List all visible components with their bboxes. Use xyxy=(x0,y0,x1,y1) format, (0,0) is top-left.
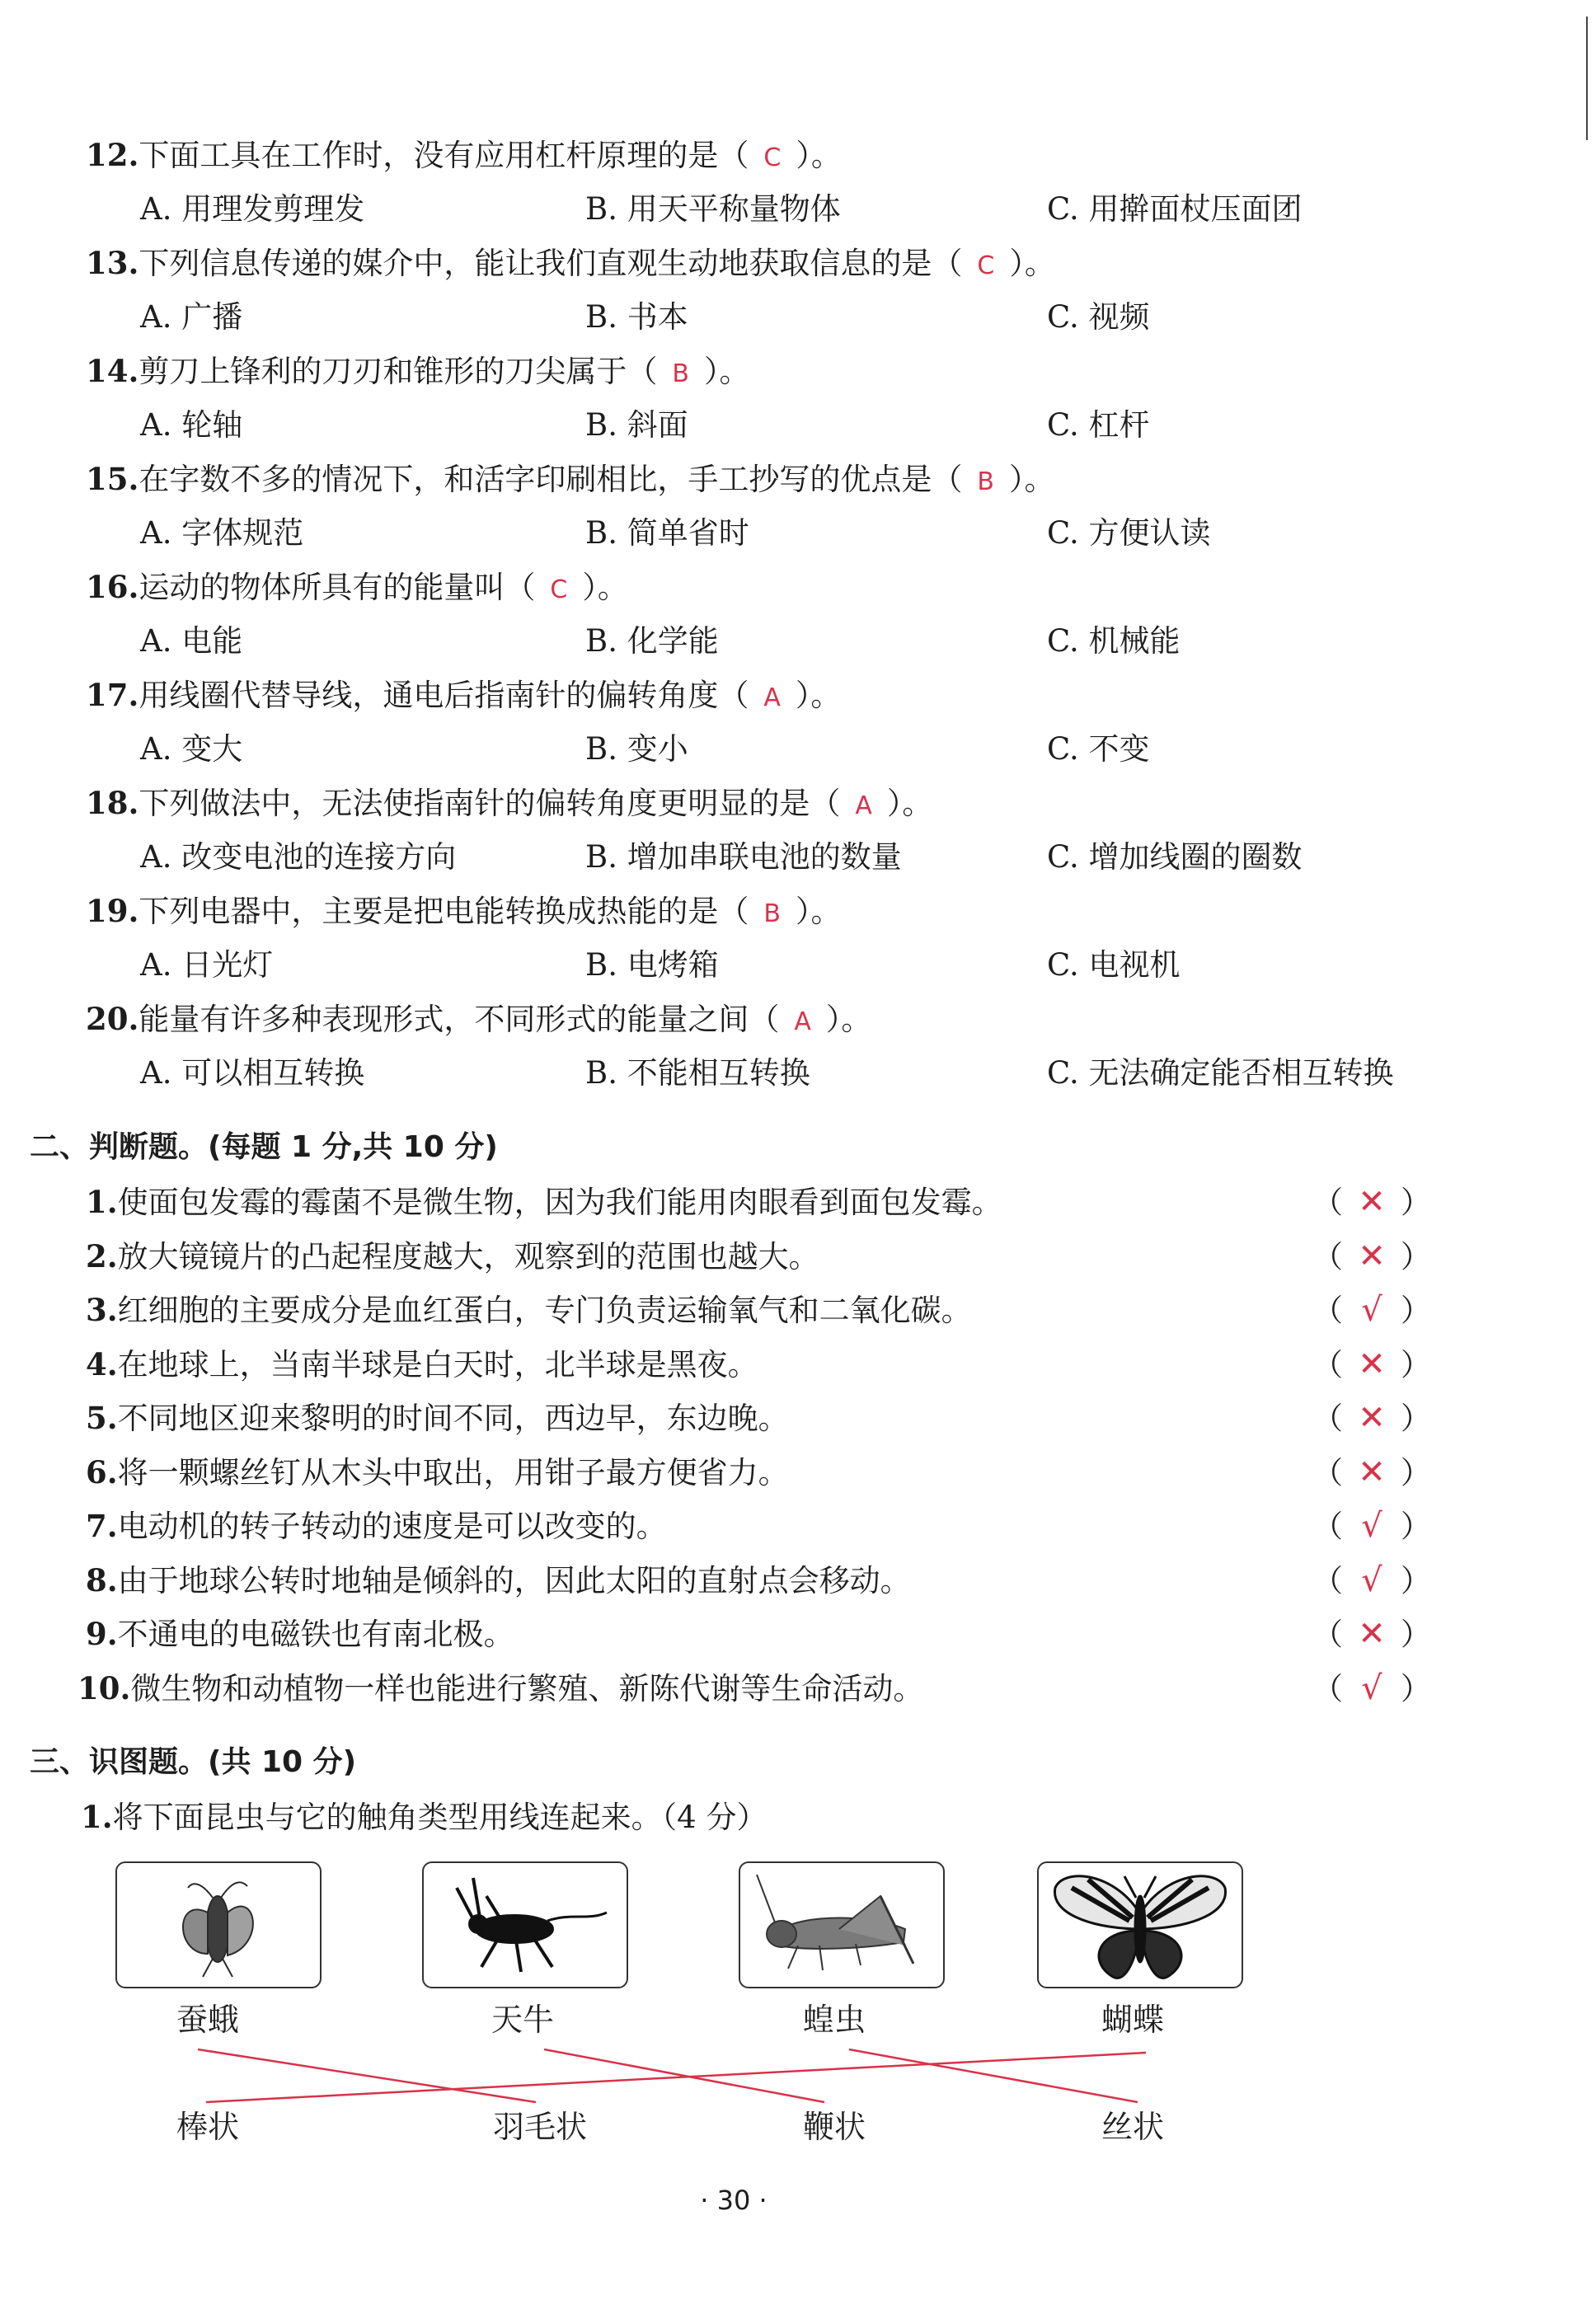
stem-end: ）。 xyxy=(1008,462,1055,497)
question-text: 将下面昆虫与它的触角类型用线连起来。（4 分） xyxy=(112,1800,767,1835)
question-number: 9. xyxy=(86,1616,118,1652)
answer-mark: ✕ xyxy=(1358,1183,1386,1221)
answer-bracket xyxy=(1312,1453,1431,1493)
question-text: 将一颗螺丝钉从木头中取出，用钳子最方便省力。 xyxy=(117,1455,789,1490)
stem-end: ）。 xyxy=(886,786,933,821)
bracket-close: ） xyxy=(1401,1293,1431,1328)
stem-end: ）。 xyxy=(1009,246,1055,281)
mc-question-19 xyxy=(86,891,841,934)
option-a: A. 字体规范 xyxy=(140,515,304,551)
bracket-open: （ xyxy=(1312,1401,1343,1436)
answer-mark: √ xyxy=(1361,1669,1382,1707)
question-number: 20. xyxy=(86,1001,139,1037)
question-text: 微生物和动植物一样也能进行繁殖、新陈代谢等生命活动。 xyxy=(130,1671,924,1706)
bracket-open: （ xyxy=(1312,1455,1343,1490)
line-butterfly-club xyxy=(206,2053,1146,2102)
answer-mark: ✕ xyxy=(1358,1345,1386,1383)
question-number: 1. xyxy=(86,1184,118,1220)
bracket-open: （ xyxy=(1312,1671,1343,1706)
antenna-label-feather: 羽毛状 xyxy=(493,2109,588,2145)
answer-mark: √ xyxy=(1361,1507,1382,1545)
question-number: 10. xyxy=(77,1670,131,1706)
option-a: A. 电能 xyxy=(140,623,243,659)
question-number: 7. xyxy=(86,1508,118,1544)
antenna-label-whip: 鞭状 xyxy=(803,2109,866,2145)
answer-mark: ✕ xyxy=(1358,1453,1386,1491)
option-b: B. 增加串联电池的数量 xyxy=(585,839,902,875)
answer-letter: A xyxy=(763,683,781,712)
section-3-title: 三、识图题。(共 10 分) xyxy=(30,1745,357,1779)
question-text: 不通电的电磁铁也有南北极。 xyxy=(117,1617,514,1652)
answer-letter: B xyxy=(763,899,781,928)
option-b: B. 用天平称量物体 xyxy=(585,191,841,227)
tf-question-1 xyxy=(86,1182,1002,1223)
answer-bracket xyxy=(1312,1398,1431,1439)
silkmoth-frame xyxy=(115,1861,322,1988)
question-number: 1. xyxy=(81,1799,113,1835)
stem-end: ）。 xyxy=(825,1002,872,1037)
question-text: 放大镜镜片的凸起程度越大，观察到的范围也越大。 xyxy=(117,1239,819,1274)
bracket-open: （ xyxy=(1312,1509,1343,1544)
bracket-open: （ xyxy=(1312,1563,1343,1598)
bracket-close: ） xyxy=(1401,1185,1431,1220)
question-number: 3. xyxy=(86,1292,118,1328)
line-grasshopper-thread xyxy=(849,2049,1138,2102)
question-stem: 用线圈代替导线，通电后指南针的偏转角度（ xyxy=(138,678,749,713)
antenna-label-club: 棒状 xyxy=(176,2109,240,2145)
answer-bracket xyxy=(1312,1182,1431,1223)
longhorn-beetle-icon xyxy=(424,1863,627,1987)
grasshopper-frame xyxy=(739,1861,945,1988)
option-a: A. 改变电池的连接方向 xyxy=(140,839,457,875)
butterfly-frame xyxy=(1037,1861,1243,1988)
answer-bracket xyxy=(1312,1561,1431,1601)
question-stem: 剪刀上锋利的刀刃和锥形的刀尖属于（ xyxy=(138,354,658,389)
tf-question-9 xyxy=(86,1614,514,1655)
question-stem: 下列信息传递的媒介中，能让我们直观生动地获取信息的是（ xyxy=(138,246,963,281)
answer-mark: ✕ xyxy=(1358,1237,1386,1275)
insect-label-longhorn: 天牛 xyxy=(491,2002,555,2038)
option-c: C. 电视机 xyxy=(1047,947,1181,983)
answer-letter: B xyxy=(977,467,994,496)
option-a: A. 变大 xyxy=(140,731,243,767)
answer-letter: A xyxy=(855,791,872,820)
tf-question-3 xyxy=(86,1290,972,1331)
grasshopper-icon xyxy=(740,1863,943,1987)
answer-bracket xyxy=(1312,1237,1431,1277)
mc-question-12 xyxy=(86,135,842,178)
option-b: B. 不能相互转换 xyxy=(585,1055,810,1091)
mc-question-18 xyxy=(86,783,932,826)
question-number: 5. xyxy=(86,1400,118,1436)
question-text: 电动机的转子转动的速度是可以改变的。 xyxy=(117,1509,667,1544)
option-c: C. 无法确定能否相互转换 xyxy=(1047,1055,1394,1091)
answer-letter: A xyxy=(794,1007,811,1036)
option-b: B. 简单省时 xyxy=(585,515,749,551)
insect-label-butterfly: 蝴蝶 xyxy=(1101,2002,1165,2038)
option-c: C. 杠杆 xyxy=(1047,407,1150,443)
answer-mark: ✕ xyxy=(1358,1399,1386,1437)
mc-question-13 xyxy=(86,243,1055,286)
bracket-close: ） xyxy=(1401,1347,1431,1382)
tf-question-10 xyxy=(77,1669,923,1709)
question-number: 15. xyxy=(86,461,139,497)
answer-bracket xyxy=(1312,1669,1431,1709)
question-text: 不同地区迎来黎明的时间不同，西边早，东边晚。 xyxy=(117,1401,789,1436)
answer-bracket xyxy=(1312,1614,1431,1655)
option-c: C. 不变 xyxy=(1047,731,1150,767)
question-number: 12. xyxy=(86,137,139,173)
question-number: 8. xyxy=(86,1562,118,1598)
silkmoth-icon xyxy=(117,1863,320,1987)
answer-mark: √ xyxy=(1361,1291,1382,1329)
option-a: A. 用理发剪理发 xyxy=(140,191,365,227)
longhorn-beetle-frame xyxy=(422,1861,628,1988)
tf-question-6 xyxy=(86,1453,789,1493)
section-2-title: 二、判断题。(每题 1 分,共 10 分) xyxy=(30,1130,498,1164)
tf-question-4 xyxy=(86,1345,758,1385)
bracket-open: （ xyxy=(1312,1293,1343,1328)
option-b: B. 书本 xyxy=(585,299,688,335)
question-number: 4. xyxy=(86,1346,118,1382)
bracket-close: ） xyxy=(1401,1509,1431,1544)
option-c: C. 用擀面杖压面团 xyxy=(1047,191,1303,227)
line-longhorn-whip xyxy=(544,2049,824,2102)
answer-bracket xyxy=(1312,1506,1431,1547)
bracket-open: （ xyxy=(1312,1239,1343,1274)
bracket-close: ） xyxy=(1401,1239,1431,1274)
option-a: A. 轮轴 xyxy=(140,407,243,443)
stem-end: ）。 xyxy=(795,894,842,929)
option-a: A. 广播 xyxy=(140,299,243,335)
bracket-open: （ xyxy=(1312,1617,1343,1652)
tf-question-8 xyxy=(86,1561,911,1601)
question-number: 14. xyxy=(86,353,139,389)
tf-question-5 xyxy=(86,1398,789,1439)
edge-rule xyxy=(1586,16,1588,140)
bracket-close: ） xyxy=(1401,1401,1431,1436)
insect-label-grasshopper: 蝗虫 xyxy=(803,2002,866,2038)
option-b: B. 变小 xyxy=(585,731,688,767)
tf-question-2 xyxy=(86,1237,819,1277)
stem-end: ）。 xyxy=(796,138,842,173)
answer-mark: √ xyxy=(1361,1561,1382,1599)
answer-mark: ✕ xyxy=(1358,1615,1386,1653)
question-text: 由于地球公转时地轴是倾斜的，因此太阳的直射点会移动。 xyxy=(117,1563,911,1598)
mc-question-17 xyxy=(86,675,841,718)
question-text: 使面包发霉的霉菌不是微生物，因为我们能用肉眼看到面包发霉。 xyxy=(117,1185,1002,1220)
question-number: 17. xyxy=(86,677,139,713)
question-number: 13. xyxy=(86,245,139,281)
question-number: 16. xyxy=(86,569,139,605)
option-c: C. 视频 xyxy=(1047,299,1150,335)
insect-label-silkmoth: 蚕蛾 xyxy=(176,2002,240,2038)
question-stem: 下面工具在工作时，没有应用杠杆原理的是（ xyxy=(138,138,749,173)
mc-question-20 xyxy=(86,999,871,1042)
bracket-close: ） xyxy=(1401,1563,1431,1598)
answer-letter: B xyxy=(672,359,689,388)
option-b: B. 斜面 xyxy=(585,407,688,443)
question-stem: 下列电器中，主要是把电能转换成热能的是（ xyxy=(138,894,749,929)
option-c: C. 增加线圈的圈数 xyxy=(1047,839,1303,875)
question-number: 18. xyxy=(86,785,139,821)
mc-question-15 xyxy=(86,459,1054,502)
answer-letter: C xyxy=(763,143,782,172)
question-text: 在地球上，当南半球是白天时，北半球是黑夜。 xyxy=(117,1347,758,1382)
stem-end: ）。 xyxy=(795,678,842,713)
mc-question-16 xyxy=(86,567,628,610)
mc-question-14 xyxy=(86,351,749,394)
stem-end: ）。 xyxy=(703,354,750,389)
question-stem: 下列做法中，无法使指南针的偏转角度更明显的是（ xyxy=(138,786,841,821)
answer-letter: C xyxy=(550,575,568,604)
antenna-label-thread: 丝状 xyxy=(1101,2109,1165,2145)
answer-bracket xyxy=(1312,1290,1431,1331)
bracket-close: ） xyxy=(1401,1455,1431,1490)
answer-bracket xyxy=(1312,1345,1431,1385)
question-number: 6. xyxy=(86,1454,118,1490)
butterfly-icon xyxy=(1039,1863,1242,1987)
bracket-close: ） xyxy=(1401,1617,1431,1652)
option-a: A. 日光灯 xyxy=(140,947,274,983)
picture-question xyxy=(81,1797,767,1838)
page-number: · 30 · xyxy=(700,2185,767,2216)
question-stem: 能量有许多种表现形式，不同形式的能量之间（ xyxy=(138,1002,780,1037)
line-silkmoth-feather xyxy=(198,2049,536,2102)
bracket-open: （ xyxy=(1312,1347,1343,1382)
bracket-open: （ xyxy=(1312,1185,1343,1220)
stem-end: ）。 xyxy=(582,570,628,605)
option-a: A. 可以相互转换 xyxy=(140,1055,365,1091)
bracket-close: ） xyxy=(1401,1671,1431,1706)
option-c: C. 方便认读 xyxy=(1047,515,1211,551)
option-c: C. 机械能 xyxy=(1047,623,1181,659)
question-number: 2. xyxy=(86,1238,118,1274)
answer-letter: C xyxy=(977,251,995,280)
question-stem: 运动的物体所具有的能量叫（ xyxy=(138,570,536,605)
tf-question-7 xyxy=(86,1506,667,1547)
question-number: 19. xyxy=(86,893,139,929)
question-stem: 在字数不多的情况下，和活字印刷相比，手工抄写的优点是（ xyxy=(138,462,963,497)
option-b: B. 电烤箱 xyxy=(585,947,719,983)
question-text: 红细胞的主要成分是血红蛋白，专门负责运输氧气和二氧化碳。 xyxy=(117,1293,972,1328)
option-b: B. 化学能 xyxy=(585,623,719,659)
